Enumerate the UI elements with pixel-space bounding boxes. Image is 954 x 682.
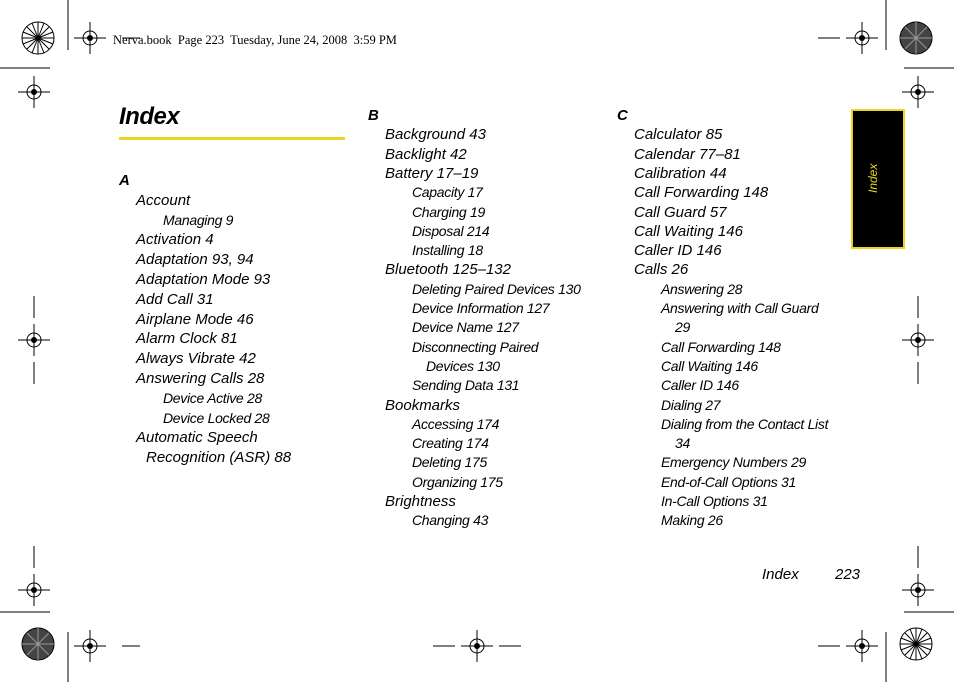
index-subentry: Capacity 17 <box>412 184 483 201</box>
index-entry: Call Waiting 146 <box>634 222 743 240</box>
index-subentry: Device Name 127 <box>412 319 519 336</box>
index-entry-continued: Recognition (ASR) 88 <box>146 449 292 467</box>
index-subentry: Accessing 174 <box>412 415 500 432</box>
side-tab-label: Index <box>866 163 880 193</box>
footer-page-number: 223 <box>835 566 861 583</box>
index-subentry: Device Locked 28 <box>163 409 270 426</box>
index-subentry-continued: Devices 130 <box>426 357 500 374</box>
index-subentry: Deleting Paired Devices 130 <box>412 280 581 297</box>
index-entry: Adaptation 93, 94 <box>136 251 254 269</box>
index-entry: Bluetooth 125–132 <box>385 261 511 279</box>
page-title: Index <box>119 103 180 130</box>
index-subentry: Managing 9 <box>163 211 234 228</box>
index-subentry: Creating 174 <box>412 435 489 452</box>
index-entry: Caller ID 146 <box>634 242 722 260</box>
title-underline <box>119 137 345 140</box>
index-subentry-continued: 29 <box>675 319 690 336</box>
index-subentry: In-Call Options 31 <box>661 493 768 509</box>
index-subentry: Disposal 214 <box>412 222 490 239</box>
index-entry: Call Forwarding 148 <box>634 184 769 202</box>
index-entry: Calendar 77–81 <box>634 145 741 163</box>
index-entry: Activation 4 <box>136 231 214 249</box>
index-subentry: Installing 18 <box>412 242 483 259</box>
index-entry: Background 43 <box>385 126 486 144</box>
index-entry: Alarm Clock 81 <box>136 330 238 348</box>
index-subentry: Caller ID 146 <box>661 377 739 394</box>
index-entry: Airplane Mode 46 <box>136 310 254 328</box>
index-subentry: Answering with Call Guard <box>661 300 819 316</box>
index-entry: Call Guard 57 <box>634 203 727 221</box>
index-subentry: Deleting 175 <box>412 454 488 471</box>
index-subentry: Answering 28 <box>661 280 743 297</box>
index-entry: Adaptation Mode 93 <box>136 271 271 288</box>
index-subentry: Dialing from the Contact List <box>661 415 829 432</box>
index-subentry: Device Active 28 <box>163 389 262 406</box>
index-entry: Backlight 42 <box>385 145 467 163</box>
index-subentry: Disconnecting Paired <box>412 338 539 355</box>
print-header: Nerva.book Page 223 Tuesday, June 24, 2008 3:59 PM <box>113 33 397 47</box>
index-entry: Calculator 85 <box>634 126 723 144</box>
index-letter-heading: B <box>368 107 379 124</box>
index-entry: Calls 26 <box>634 261 689 279</box>
index-entry: Bookmarks <box>385 396 461 414</box>
index-subentry: Making 26 <box>661 512 723 529</box>
index-entry: Always Vibrate 42 <box>136 350 256 368</box>
footer-section-label: Index <box>762 566 799 583</box>
index-subentry: End-of-Call Options 31 <box>661 473 797 490</box>
index-entry: Answering Calls 28 <box>136 370 265 387</box>
index-subentry: Changing 43 <box>412 512 489 529</box>
index-entry: Brightness <box>385 493 456 510</box>
index-letter-heading: C <box>617 107 628 124</box>
index-entry: Battery 17–19 <box>385 164 479 182</box>
index-letter-heading: A <box>119 172 130 189</box>
index-subentry: Charging 19 <box>412 203 485 220</box>
index-entry: Add Call 31 <box>136 290 214 308</box>
index-entry: Calibration 44 <box>634 164 727 182</box>
index-subentry: Dialing 27 <box>661 396 721 413</box>
index-subentry: Organizing 175 <box>412 473 503 490</box>
index-subentry: Emergency Numbers 29 <box>661 454 806 471</box>
index-subentry: Call Waiting 146 <box>661 357 758 374</box>
index-entry: Account <box>136 191 191 209</box>
index-subentry: Call Forwarding 148 <box>661 338 781 355</box>
index-entry: Automatic Speech <box>136 429 258 447</box>
index-subentry: Sending Data 131 <box>412 377 520 394</box>
index-subentry: Device Information 127 <box>412 300 550 316</box>
index-subentry-continued: 34 <box>675 435 690 452</box>
